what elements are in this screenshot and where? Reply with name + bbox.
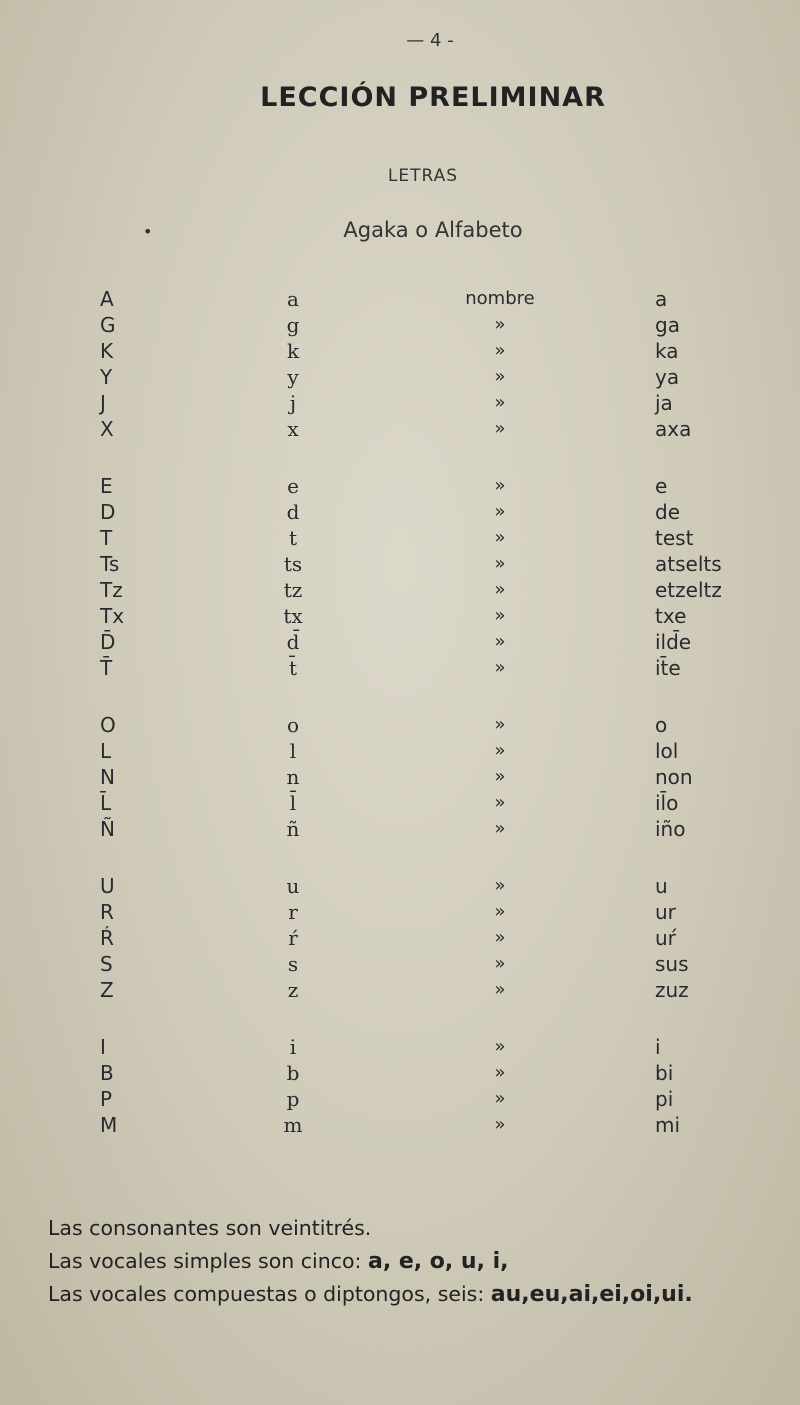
note-emphasis: a, e, o, u, i, (367, 1249, 509, 1274)
lowercase-letter: p (286, 1087, 300, 1111)
lowercase-letter: k (286, 339, 300, 363)
note-diphthongs (48, 1278, 798, 1311)
uppercase-letter: E (100, 474, 113, 498)
lowercase-letter: i (289, 1035, 297, 1059)
uppercase-letter: Tz (100, 578, 123, 602)
uppercase-letter: I (100, 1035, 106, 1059)
page-number: — 4 - (406, 30, 454, 51)
lowercase-letter: ñ (286, 817, 300, 841)
lowercase-letter: ŕ (288, 926, 298, 950)
uppercase-letter: T̄ (100, 656, 113, 680)
note-emphasis: au,eu,ai,ei,oi,ui. (490, 1282, 693, 1307)
letter-name: bi (655, 1061, 674, 1085)
page-title: LECCIÓN PRELIMINAR (260, 82, 606, 113)
uppercase-letter: O (100, 713, 116, 737)
letter-name: ild̄e (655, 630, 692, 654)
name-label: » (494, 714, 506, 735)
lowercase-letter: j (289, 391, 297, 415)
alphabet-row (0, 1034, 800, 1060)
letter-name: etzeltz (655, 578, 722, 602)
lowercase-letter: tx (283, 604, 303, 628)
name-label: nombre (465, 288, 535, 309)
alphabet-row (0, 873, 800, 899)
letter-name: u (655, 874, 668, 898)
name-label: » (494, 1088, 506, 1109)
letter-name: de (655, 500, 680, 524)
uppercase-letter: U (100, 874, 115, 898)
uppercase-letter: K (100, 339, 114, 363)
lowercase-letter: r (288, 900, 298, 924)
alphabet-row (0, 951, 800, 977)
name-label: » (494, 631, 506, 652)
name-label: » (494, 1114, 506, 1135)
uppercase-letter: N (100, 765, 115, 789)
name-label: » (494, 875, 506, 896)
alphabet-row (0, 655, 800, 681)
name-label: » (494, 740, 506, 761)
letter-name: it̄e (655, 656, 681, 680)
lowercase-letter: d̄ (286, 630, 300, 654)
name-label: » (494, 366, 506, 387)
alphabet-row (0, 816, 800, 842)
name-label: » (494, 1062, 506, 1083)
lowercase-letter: m (283, 1113, 303, 1137)
lowercase-letter: b (286, 1061, 300, 1085)
uppercase-letter: S (100, 952, 113, 976)
alphabet-row (0, 499, 800, 525)
notes-block (48, 1212, 798, 1311)
letter-name: lol (655, 739, 679, 763)
lowercase-letter: t (288, 526, 298, 550)
letter-name: ja (655, 391, 673, 415)
lowercase-letter: ts (283, 552, 303, 576)
lowercase-letter: l (289, 739, 297, 763)
lowercase-letter: tz (283, 578, 303, 602)
name-label: » (494, 392, 506, 413)
note-text: Las vocales simples son cinco: (48, 1249, 368, 1273)
uppercase-letter: P (100, 1087, 113, 1111)
alphabet-row (0, 577, 800, 603)
name-label: » (494, 927, 506, 948)
name-label: » (494, 501, 506, 522)
lowercase-letter: n (286, 765, 300, 789)
letter-name: ga (655, 313, 680, 337)
letter-name: sus (655, 952, 689, 976)
letter-name: axa (655, 417, 692, 441)
alphabet-row (0, 364, 800, 390)
note-text: Las vocales compuestas o diptongos, seis: (48, 1282, 491, 1306)
alphabet-row (0, 1060, 800, 1086)
letter-name: ka (655, 339, 679, 363)
name-label: » (494, 579, 506, 600)
lowercase-letter: l̄ (289, 791, 297, 815)
lowercase-letter: z (287, 978, 299, 1002)
letter-name: non (655, 765, 693, 789)
alphabet-row (0, 712, 800, 738)
lowercase-letter: s (287, 952, 299, 976)
letter-name: ya (655, 365, 680, 389)
name-label: » (494, 953, 506, 974)
name-label: » (494, 979, 506, 1000)
uppercase-letter: J (100, 391, 106, 415)
letter-name: txe (655, 604, 687, 628)
uppercase-letter: L (100, 739, 112, 763)
uppercase-letter: L̄ (100, 791, 112, 815)
alphabet-row (0, 312, 800, 338)
alphabet-row (0, 603, 800, 629)
uppercase-letter: R (100, 900, 114, 924)
letter-name: iño (655, 817, 686, 841)
section-heading: Agaka o Alfabeto (343, 218, 523, 242)
bullet-mark: • (143, 222, 153, 241)
alphabet-row (0, 551, 800, 577)
name-label: » (494, 314, 506, 335)
uppercase-letter: X (100, 417, 114, 441)
name-label: » (494, 792, 506, 813)
alphabet-row (0, 764, 800, 790)
uppercase-letter: Tx (100, 604, 125, 628)
alphabet-row (0, 416, 800, 442)
alphabet-row (0, 738, 800, 764)
letter-name: a (655, 287, 668, 311)
lowercase-letter: d (286, 500, 300, 524)
name-label: » (494, 340, 506, 361)
name-label: » (494, 766, 506, 787)
letter-name: il̄o (655, 791, 679, 815)
alphabet-row (0, 1086, 800, 1112)
lowercase-letter: x (287, 417, 299, 441)
uppercase-letter: G (100, 313, 116, 337)
letter-name: i (655, 1035, 661, 1059)
alphabet-row (0, 525, 800, 551)
uppercase-letter: D̄ (100, 630, 116, 654)
letter-name: o (655, 713, 668, 737)
note-simple-vowels (48, 1245, 798, 1278)
name-label: » (494, 475, 506, 496)
name-label: » (494, 657, 506, 678)
alphabet-row (0, 390, 800, 416)
alphabet-row (0, 473, 800, 499)
alphabet-row (0, 1112, 800, 1138)
uppercase-letter: A (100, 287, 114, 311)
uppercase-letter: B (100, 1061, 114, 1085)
name-label: » (494, 1036, 506, 1057)
letter-name: test (655, 526, 694, 550)
name-label: » (494, 605, 506, 626)
lowercase-letter: e (287, 474, 299, 498)
alphabet-table (0, 286, 800, 1138)
lowercase-letter: u (286, 874, 300, 898)
lowercase-letter: y (287, 365, 299, 389)
note-text: Las consonantes son veintitrés. (48, 1216, 372, 1240)
name-label: » (494, 527, 506, 548)
letter-name: pi (655, 1087, 674, 1111)
name-label: » (494, 818, 506, 839)
alphabet-row (0, 790, 800, 816)
name-label: » (494, 553, 506, 574)
lowercase-letter: g (286, 313, 300, 337)
letter-name: atselts (655, 552, 722, 576)
uppercase-letter: Y (100, 365, 113, 389)
name-label: » (494, 418, 506, 439)
letter-name: e (655, 474, 668, 498)
letter-name: uŕ (655, 926, 676, 950)
alphabet-row (0, 899, 800, 925)
alphabet-row (0, 338, 800, 364)
alphabet-row (0, 629, 800, 655)
letter-name: mi (655, 1113, 681, 1137)
letter-name: zuz (655, 978, 689, 1002)
uppercase-letter: Z (100, 978, 114, 1002)
uppercase-letter: D (100, 500, 116, 524)
note-consonants (48, 1212, 798, 1245)
uppercase-letter: Ñ (100, 817, 115, 841)
lowercase-letter: o (286, 713, 300, 737)
section-subtitle: LETRAS (387, 166, 459, 186)
uppercase-letter: T (100, 526, 113, 550)
alphabet-row (0, 977, 800, 1003)
alphabet-row (0, 925, 800, 951)
uppercase-letter: Ŕ (100, 926, 114, 950)
uppercase-letter: M (100, 1113, 118, 1137)
lowercase-letter: a (287, 287, 299, 311)
uppercase-letter: Ts (100, 552, 120, 576)
name-label: » (494, 901, 506, 922)
alphabet-row (0, 286, 800, 312)
letter-name: ur (655, 900, 676, 924)
lowercase-letter: t̄ (288, 656, 298, 680)
